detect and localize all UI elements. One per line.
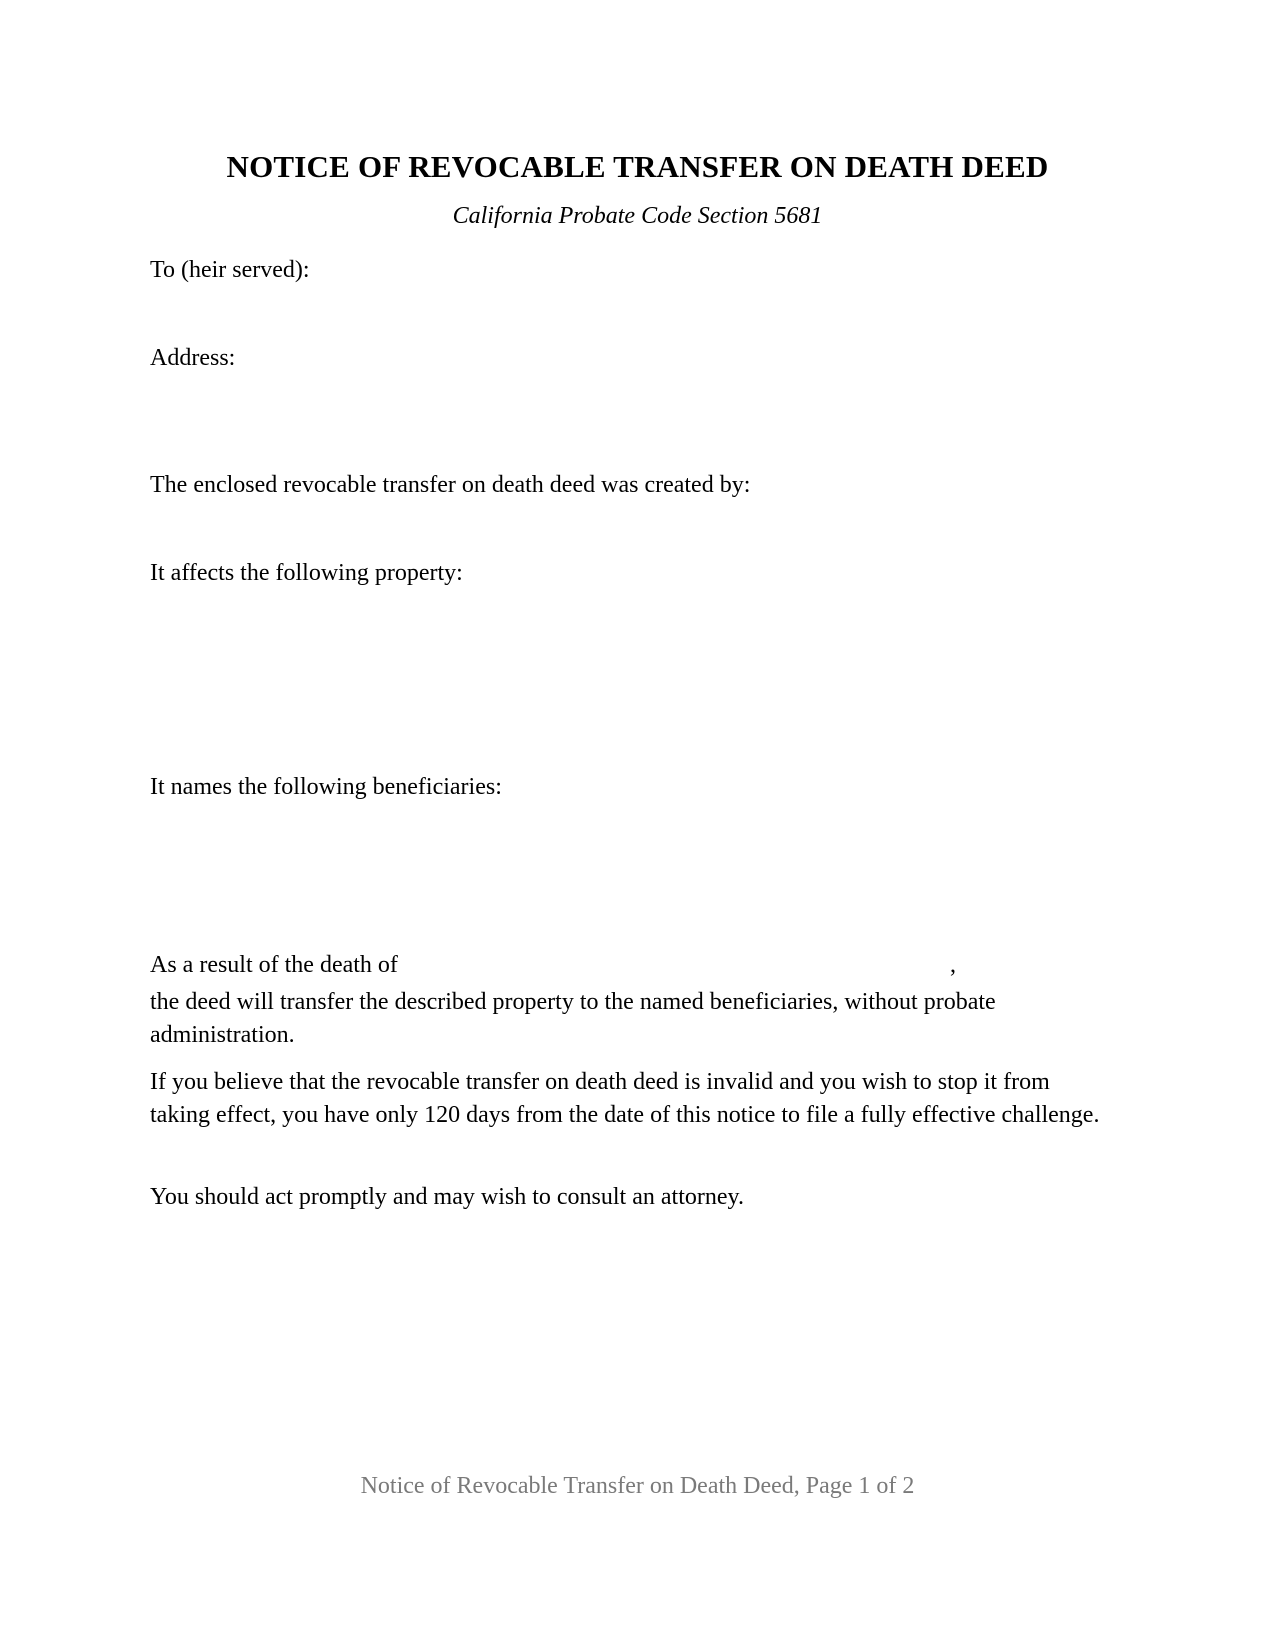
document-title: NOTICE OF REVOCABLE TRANSFER ON DEATH DEED bbox=[226, 149, 1049, 184]
property-label: It affects the following property: bbox=[150, 560, 463, 586]
address-label: Address: bbox=[150, 345, 236, 371]
death-of-label: As a result of the death of bbox=[150, 952, 398, 978]
page-footer: Notice of Revocable Transfer on Death Deed, Page 1 of 2 bbox=[360, 1473, 915, 1499]
beneficiaries-label: It names the following beneficiaries: bbox=[150, 774, 502, 800]
transfer-paragraph: the deed will transfer the described property to the named beneficiaries, without probate administration. bbox=[150, 989, 996, 1048]
document-subtitle: California Probate Code Section 5681 bbox=[452, 203, 823, 229]
heir-served-label: To (heir served): bbox=[150, 257, 310, 283]
death-of-comma: , bbox=[950, 952, 956, 978]
created-by-label: The enclosed revocable transfer on death deed was created by: bbox=[150, 472, 751, 498]
advice-paragraph: You should act promptly and may wish to consult an attorney. bbox=[150, 1184, 744, 1210]
challenge-paragraph: If you believe that the revocable transfer on death deed is invalid and you wish to stop it from taking effect, you have only 120 days from the date of this notice to file a fully effective challenge. bbox=[150, 1069, 1100, 1128]
